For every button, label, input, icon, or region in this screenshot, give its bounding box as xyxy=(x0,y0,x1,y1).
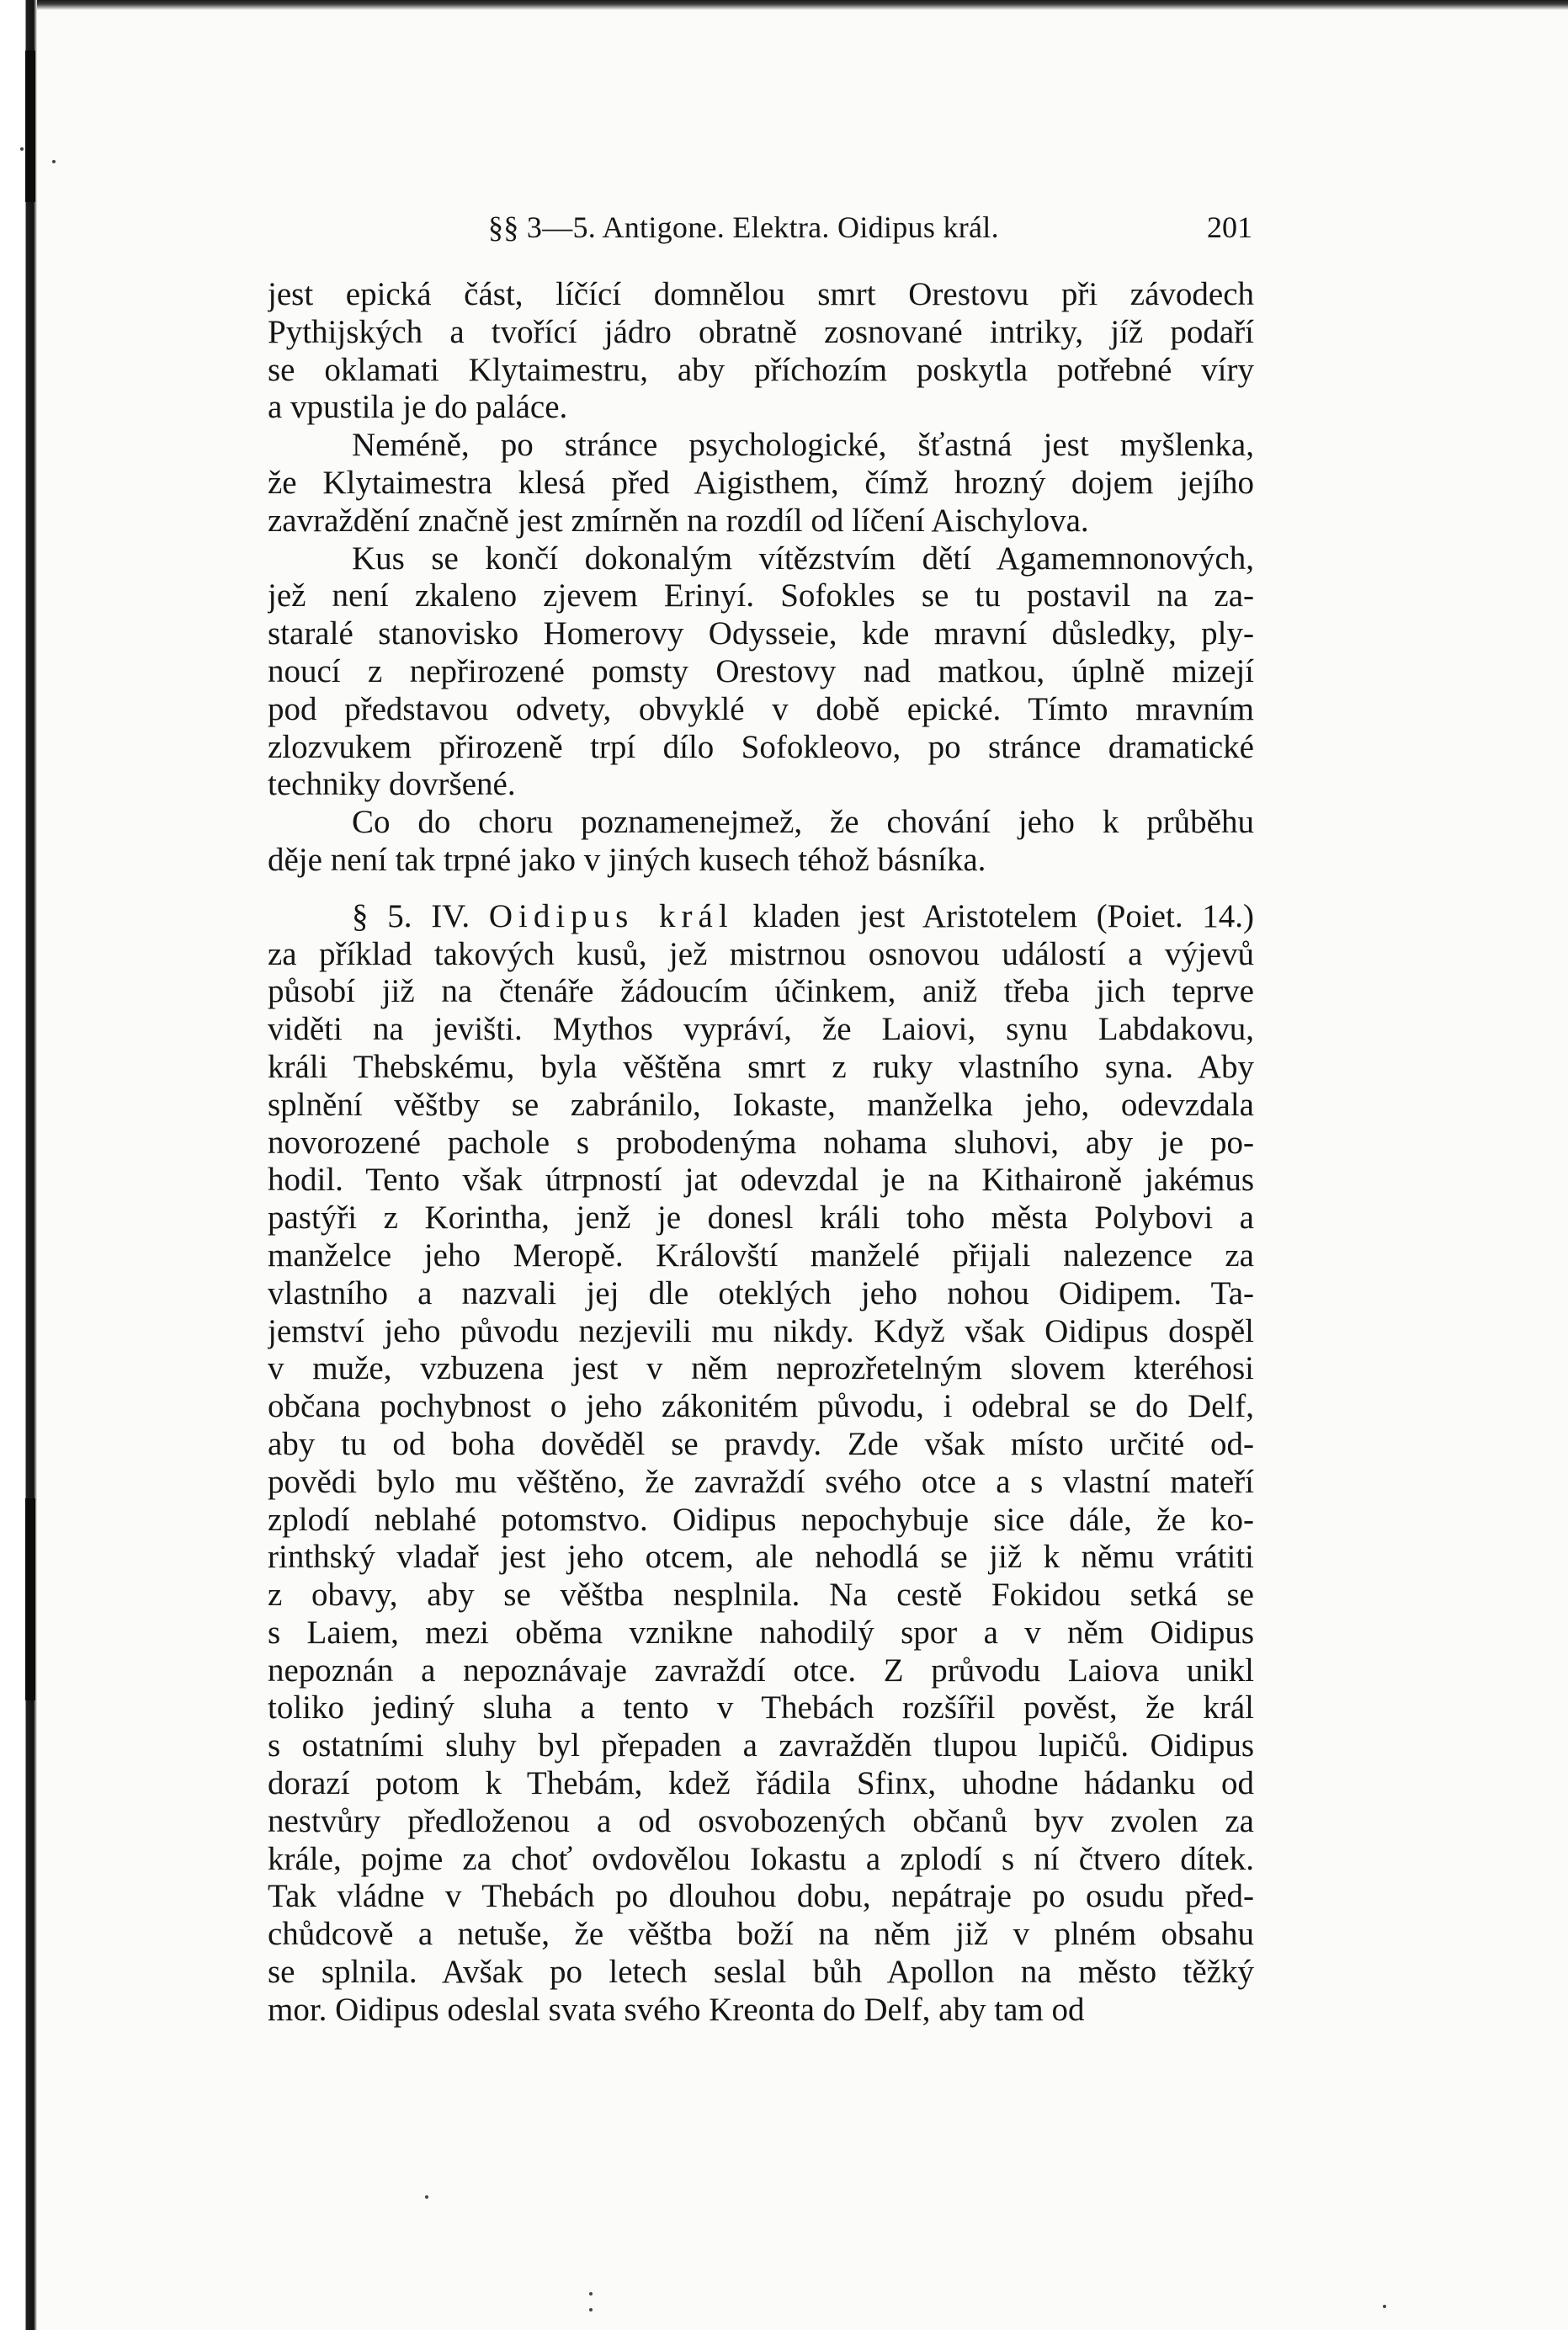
binding-shadow-mark xyxy=(25,1498,35,1700)
text-line: děje není tak trpné jako v jiných kusech téhož básníka. xyxy=(268,841,986,878)
text-line: rinthský vladař jest jeho otcem, ale nehodlá se již k němu vrátiti xyxy=(268,1539,1254,1576)
scan-speck xyxy=(425,2195,428,2199)
text-line: Kus se končí dokonalým vítězstvím dětí Agamemnonových, xyxy=(352,540,1254,577)
section-5-lines xyxy=(268,936,1254,2029)
text-line: dorazí potom k Thebám, kdež řádila Sfinx, uhodne hádanku od xyxy=(268,1765,1254,1802)
text-line: krále, pojme za choť ovdovělou Iokastu a zplodí s ní čtvero dítek. xyxy=(268,1840,1254,1877)
page-number: 201 xyxy=(1207,210,1252,244)
text-line: hodil. Tento však útrpností jat odevzdal je na Kithaironě jakémus xyxy=(268,1162,1254,1199)
scan-speck xyxy=(589,2308,593,2311)
paragraph xyxy=(268,276,1254,427)
text-line: povědi bylo mu věštěno, že zavraždí svého otce a s vlastní mateří xyxy=(268,1463,1254,1500)
text-line: vlastního a nazvali jej dle oteklých jeho nohou Oidipem. Ta- xyxy=(268,1274,1254,1311)
binding-shadow-mark xyxy=(25,51,35,202)
scan-speck xyxy=(52,160,56,163)
section-5-first-line-rest: kladen jest Aristotelem (Poiet. 14.) xyxy=(752,897,1254,934)
section-5-first-line xyxy=(268,898,1254,936)
text-line: manželce jeho Meropě. Královští manželé přijali nalezence za xyxy=(268,1237,1254,1274)
section-5-number: § 5. IV. xyxy=(352,897,470,934)
text-line: noucí z nepřirozené pomsty Orestovy nad matkou, úplně mizejí xyxy=(268,652,1254,689)
body-paragraphs xyxy=(268,276,1254,880)
text-line: z obavy, aby se věštba nesplnila. Na cestě Fokidou setká se xyxy=(268,1577,1254,1614)
text-line: toliko jediný sluha a tento v Thebách rozšířil pověst, že král xyxy=(268,1689,1254,1726)
text-line: Pythijských a tvořící jádro obratně zosnované intriky, jíž podaří xyxy=(268,313,1254,350)
scan-speck xyxy=(1383,2305,1386,2308)
text-line: se oklamati Klytaimestru, aby příchozím poskytla potřebné víry xyxy=(268,351,1254,388)
text-line: novorozené pachole s probodenýma nohama sluhovi, aby je po- xyxy=(268,1124,1254,1161)
text-line: Tak vládne v Thebách po dlouhou dobu, nepátraje po osudu před- xyxy=(268,1878,1254,1915)
text-line: jemství jeho původu nezjevili mu nikdy. Když však Oidipus dospěl xyxy=(268,1312,1254,1349)
scan-binding-edge xyxy=(0,0,37,2330)
text-line: v muže, vzbuzena jest v něm neprozřetelným slovem kteréhosi xyxy=(268,1350,1254,1387)
section-5-title: Oidipus král xyxy=(488,897,734,934)
text-line: splnění věštby se zabránilo, Iokaste, manželka jeho, odevzdala xyxy=(268,1086,1254,1123)
text-line: Co do choru poznamenejmež, že chování jeho k průběhu xyxy=(352,804,1254,841)
text-line: působí již na čtenáře žádoucím účinkem, aniž třeba jich teprve xyxy=(268,973,1254,1010)
text-line: zavraždění značně jest zmírněn na rozdíl od líčení Aischylova. xyxy=(268,502,1089,539)
section-gap xyxy=(268,880,1254,898)
running-head: §§ 3—5. Antigone. Elektra. Oidipus král. xyxy=(488,210,999,244)
paragraph xyxy=(268,804,1254,880)
paragraph xyxy=(268,540,1254,805)
text-line: viděti na jevišti. Mythos vypráví, že Laiovi, synu Labdakovu, xyxy=(268,1011,1254,1048)
text-line: pastýři z Korintha, jenž je donesl králi toho města Polybovi a xyxy=(268,1200,1254,1237)
text-line: mor. Oidipus odeslal svata svého Kreonta do Delf, aby tam od xyxy=(268,1991,1085,2028)
text-line: techniky dovršené. xyxy=(268,766,516,803)
text-line: zplodí neblahé potomstvo. Oidipus nepochybuje sice dále, že ko- xyxy=(268,1501,1254,1538)
text-line: že Klytaimestra klesá před Aigisthem, čímž hrozný dojem jejího xyxy=(268,464,1254,501)
text-line: s Laiem, mezi oběma vznikne nahodilý spor a v něm Oidipus xyxy=(268,1614,1254,1651)
text-line: za příklad takových kusů, jež mistrnou osnovou událostí a výjevů xyxy=(268,935,1254,972)
text-line: králi Thebskému, byla věštěna smrt z ruky vlastního syna. Aby xyxy=(268,1048,1254,1085)
text-line: zlozvukem přirozeně trpí dílo Sofokleovo, po stránce dramatické xyxy=(268,728,1254,765)
text-line: staralé stanovisko Homerovy Odysseie, kde mravní důsledky, ply- xyxy=(268,615,1254,652)
paragraph xyxy=(268,427,1254,540)
scan-speck xyxy=(20,147,24,151)
scan-speck xyxy=(589,2292,593,2295)
text-line: Neméně, po stránce psychologické, šťastná jest myšlenka, xyxy=(352,427,1254,464)
text-line: a vpustila je do paláce. xyxy=(268,389,568,426)
page-header xyxy=(268,202,1254,253)
text-line: se splnila. Avšak po letech seslal bůh Apollon na město těžký xyxy=(268,1954,1254,1991)
text-line: nepoznán a nepoznávaje zavraždí otce. Z průvodu Laiova unikl xyxy=(268,1652,1254,1689)
text-line: s ostatními sluhy byl přepaden a zavražděn tlupou lupičů. Oidipus xyxy=(268,1727,1254,1764)
text-block xyxy=(268,202,1254,2029)
section-5 xyxy=(268,898,1254,2029)
scan-top-edge xyxy=(0,0,1568,10)
text-line: pod představou odvety, obvyklé v době epické. Tímto mravním xyxy=(268,690,1254,727)
text-line: občana pochybnost o jeho zákonitém původu, i odebral se do Delf, xyxy=(268,1388,1254,1425)
text-line: jež není zkaleno zjevem Erinyí. Sofokles se tu postavil na za- xyxy=(268,577,1254,614)
text-line: jest epická část, líčící domnělou smrt Orestovu při závodech xyxy=(268,276,1254,312)
text-line: chůdcově a netuše, že věštba boží na něm již v plném obsahu xyxy=(268,1916,1254,1953)
text-line: nestvůry předloženou a od osvobozených občanů byv zvolen za xyxy=(268,1802,1254,1839)
text-line: aby tu od boha dověděl se pravdy. Zde však místo určité od- xyxy=(268,1425,1254,1462)
